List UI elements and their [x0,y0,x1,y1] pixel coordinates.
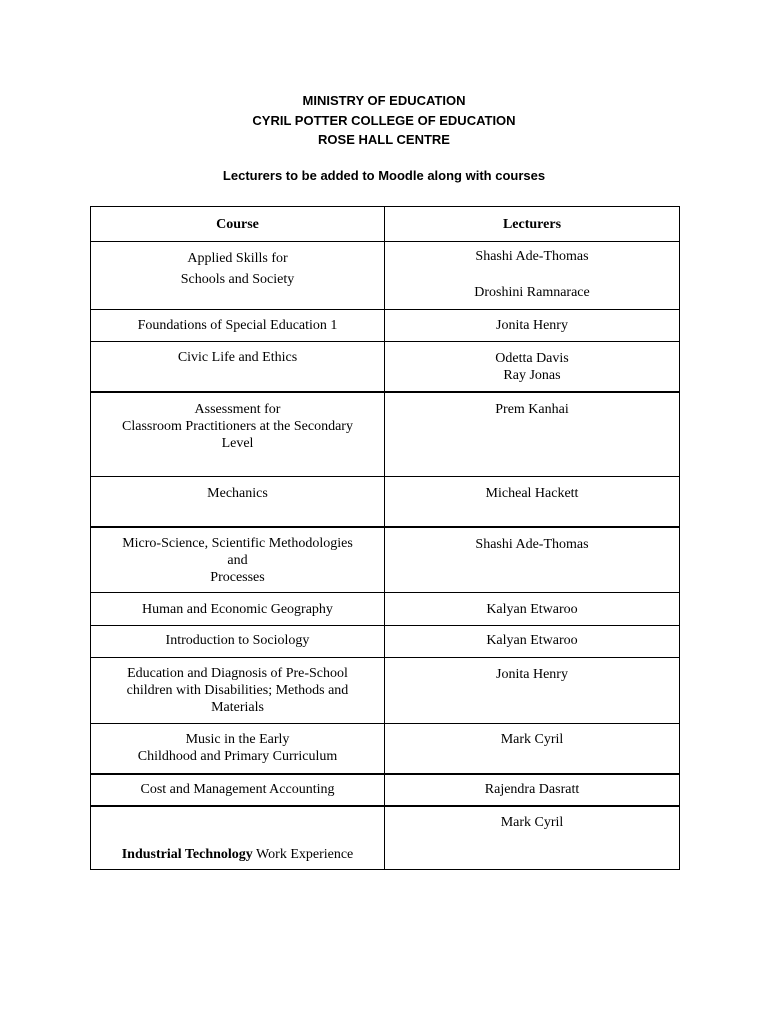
college-title: CYRIL POTTER COLLEGE OF EDUCATION [252,112,516,128]
centre-title: ROSE HALL CENTRE [318,132,450,147]
course-name-line: Level [221,435,254,451]
lecturer-cell [385,593,680,626]
lecturer-name: Droshini Ramnarace [474,285,590,300]
course-name-line: Applied Skills for [187,251,288,266]
course-cell [91,806,385,870]
lecturer-cell [385,477,680,527]
lecturer-name: Shashi Ade-Thomas [475,536,589,552]
course-name-line: Childhood and Primary Curriculum [137,749,338,764]
table-row [91,342,680,392]
course-name-line: Introduction to Sociology [165,633,310,648]
column-header-lecturers: Lecturers [385,207,680,242]
lecturer-cell [385,806,680,870]
table-row [91,477,680,527]
document-subtitle: Lecturers to be added to Moodle along with courses [222,168,546,183]
lecturer-cell [385,392,680,477]
table-row [91,527,680,593]
course-name-line: Materials [211,700,264,715]
document-header [0,91,768,150]
course-name-line: Assessment for [194,401,281,417]
lecturer-name: Jonita Henry [496,318,568,333]
lecturer-name: Micheal Hackett [485,486,579,501]
table-row [91,593,680,626]
lecturer-name: Odetta Davis [495,351,569,366]
course-name-line: Human and Economic Geography [142,602,333,617]
lecturer-cell [385,527,680,593]
lecturer-cell [385,310,680,342]
column-header-course: Course [91,207,385,242]
course-cell [91,477,385,527]
lecturer-cell [385,342,680,392]
ministry-title: MINISTRY OF EDUCATION [302,93,466,108]
course-name-line: Music in the Early [185,732,290,747]
course-name-line: Foundations of Special Education 1 [137,318,338,333]
lecturer-name: Ray Jonas [503,368,561,383]
table-row [91,724,680,774]
table-row [91,774,680,806]
course-name-line: Processes [210,569,265,585]
lecturer-cell [385,658,680,724]
course-cell [91,626,385,658]
lecturer-cell [385,774,680,806]
lecturer-name: Jonita Henry [496,667,568,682]
course-name-line: Civic Life and Ethics [177,350,298,365]
table-header-row [91,207,680,242]
table-row [91,658,680,724]
course-cell [91,593,385,626]
course-cell [91,658,385,724]
lecturer-cell [385,242,680,310]
lecturer-name: Rajendra Dasratt [484,781,580,797]
lecturer-name: Mark Cyril [500,732,564,747]
course-name-line: Classroom Practitioners at the Secondary [122,418,353,434]
course-name-line: Mechanics [207,486,268,501]
course-name-rest: Work Experience [252,846,354,862]
course-name-line: Education and Diagnosis of Pre-School [127,666,348,681]
lecturer-name: Mark Cyril [500,814,564,830]
course-cell [91,242,385,310]
course-cell [91,310,385,342]
course-name-line: Schools and Society [180,272,295,287]
lecturers-table [90,206,680,870]
course-cell [91,527,385,593]
course-cell [91,724,385,774]
course-name-line: Cost and Management Accounting [140,781,335,797]
course-cell [91,392,385,477]
table-row [91,242,680,310]
lecturer-name: Kalyan Etwaroo [486,633,578,648]
course-name-bold: Industrial Technology [121,846,253,862]
lecturer-name: Prem Kanhai [495,401,569,417]
course-name-line: children with Disabilities; Methods and [126,683,349,698]
course-name-line: Micro-Science, Scientific Methodologies [122,535,353,551]
lecturer-cell [385,626,680,658]
course-cell [91,774,385,806]
table-row [91,392,680,477]
table-row [91,310,680,342]
table-row [91,806,680,870]
lecturer-cell [385,724,680,774]
table-row [91,626,680,658]
lecturer-name: Kalyan Etwaroo [486,602,578,617]
lecturer-name: Shashi Ade-Thomas [475,249,589,264]
course-cell [91,342,385,392]
course-name-line: and [227,552,248,568]
